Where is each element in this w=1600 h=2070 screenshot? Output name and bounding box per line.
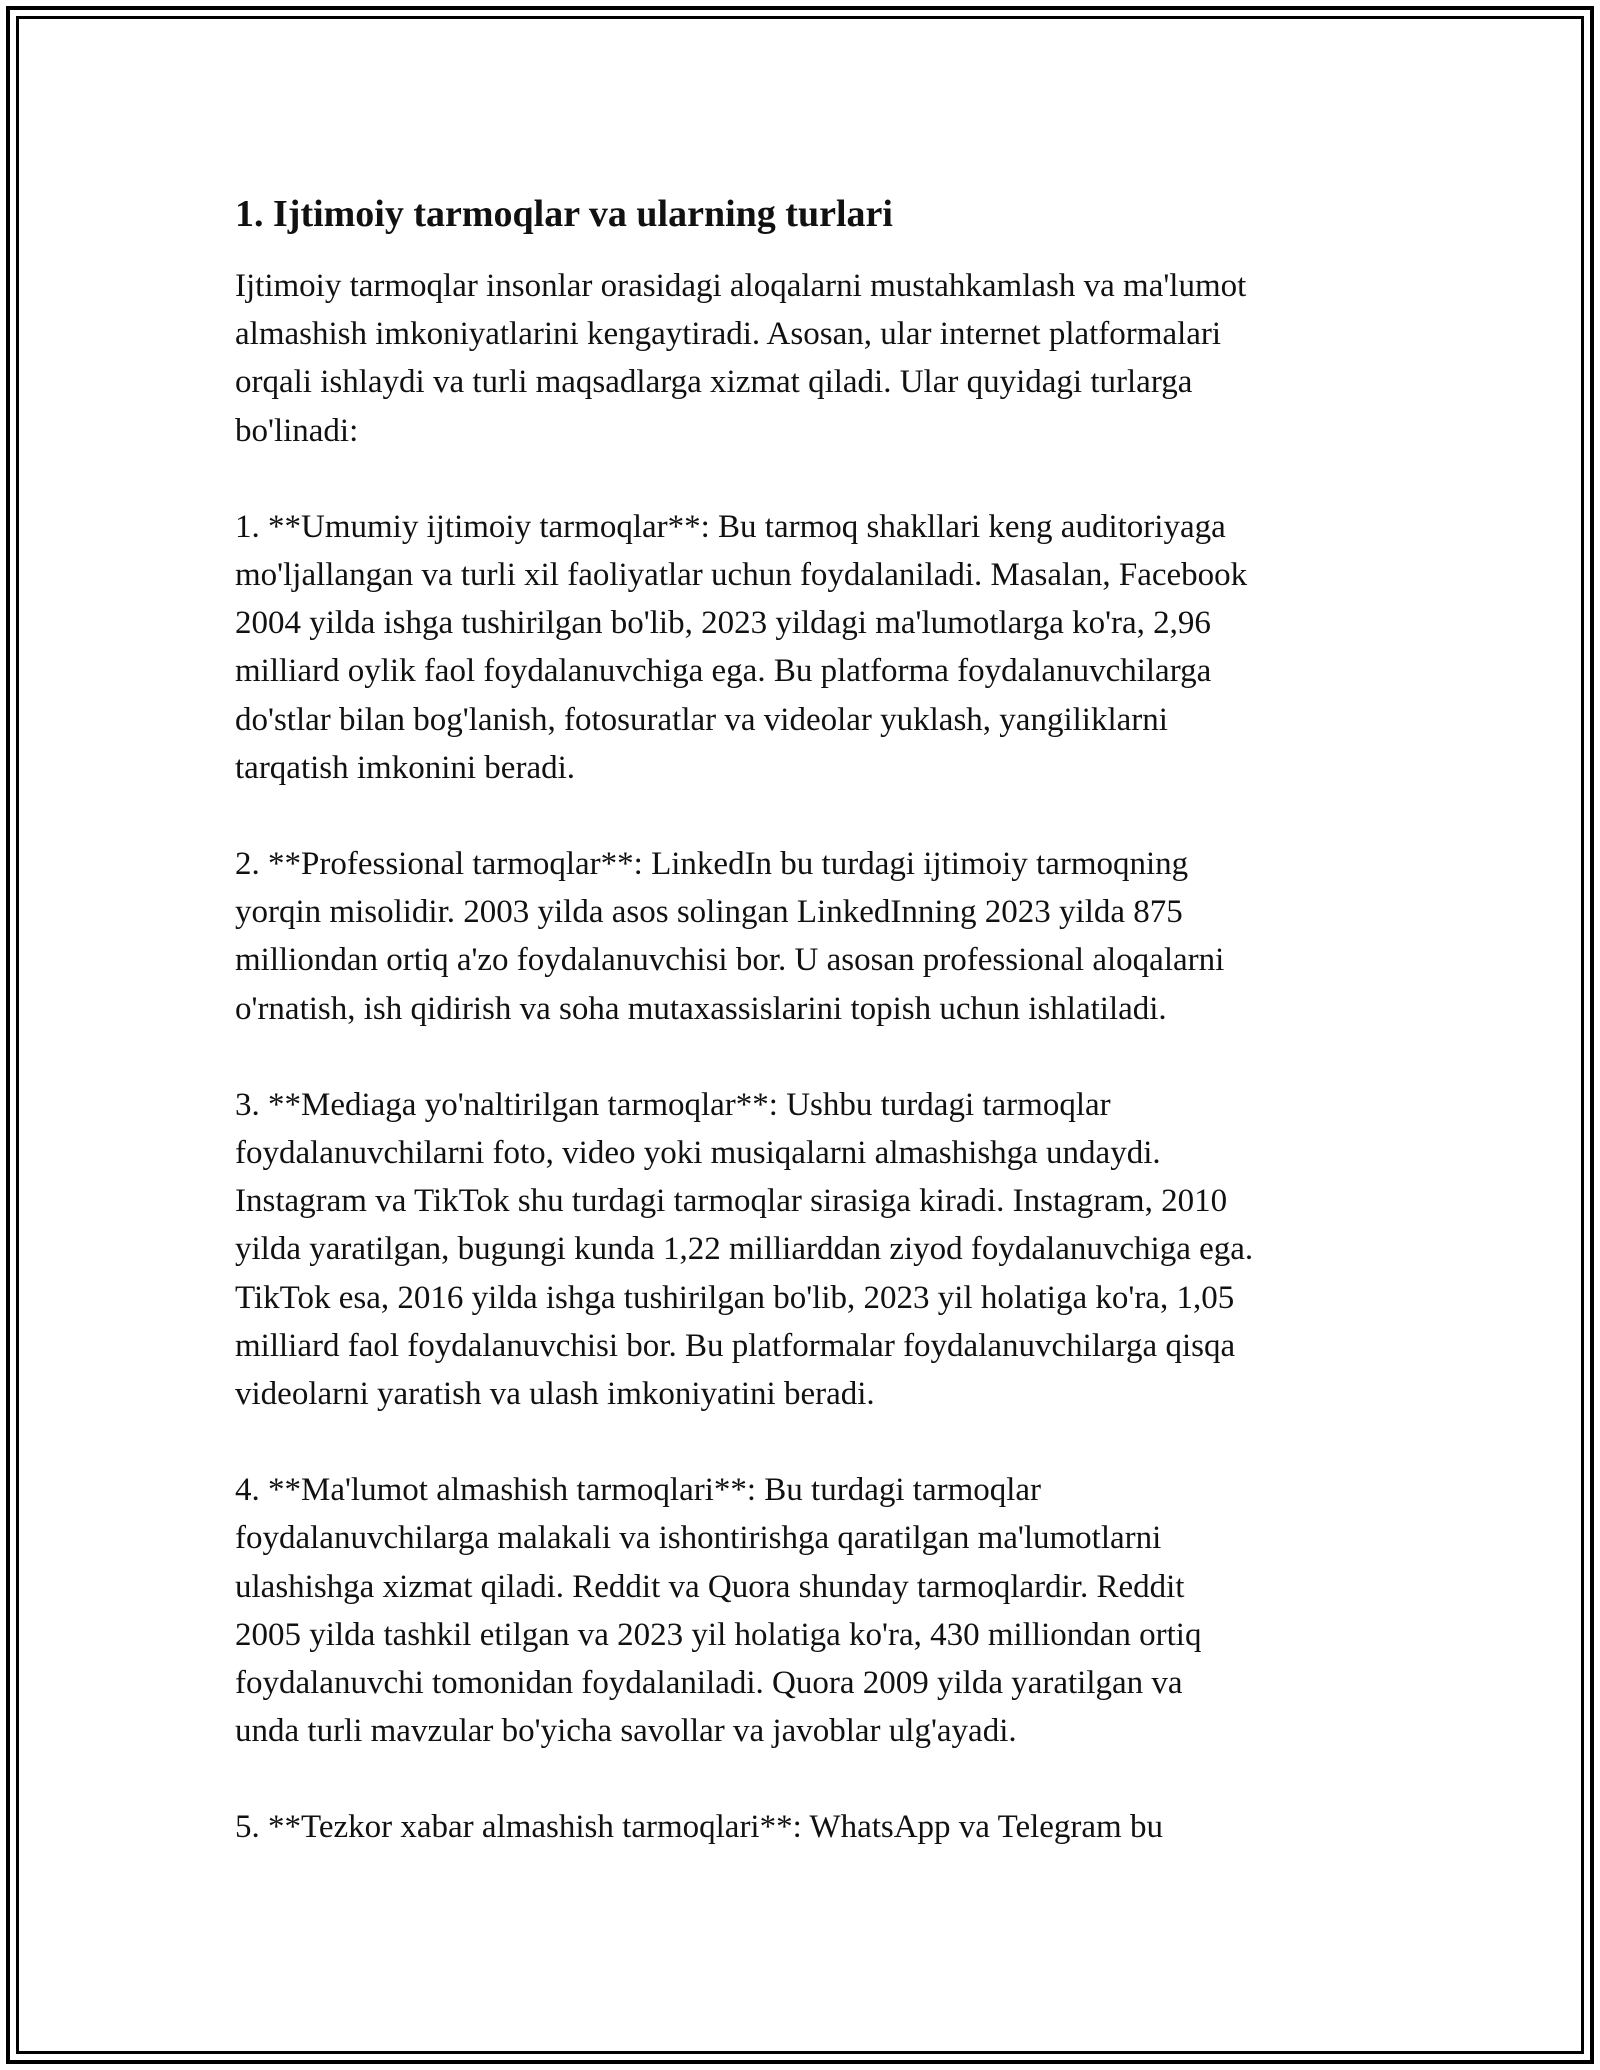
- paragraph-list: [235, 262, 1375, 1852]
- text-line: milliard oylik faol foydalanuvchiga ega. Bu platforma foydalanuvchilarga: [235, 653, 1212, 690]
- section-heading: 1. Ijtimoiy tarmoqlar va ularning turlari: [235, 193, 893, 235]
- text-line: unda turli mavzular bo'yicha savollar va javoblar ulg'ayadi.: [235, 1713, 1017, 1750]
- paragraph: [235, 503, 1375, 792]
- text-line: ulashishga xizmat qiladi. Reddit va Quora shunday tarmoqlardir. Reddit: [235, 1568, 1185, 1605]
- text-line: 5. **Tezkor xabar almashish tarmoqlari**: WhatsApp va Telegram bu: [235, 1809, 1163, 1846]
- paragraph: [235, 1803, 1375, 1851]
- text-line: 2. **Professional tarmoqlar**: LinkedIn bu turdagi ijtimoiy tarmoqning: [235, 846, 1189, 883]
- text-line: 3. **Mediaga yo'naltirilgan tarmoqlar**: Ushbu turdagi tarmoqlar: [235, 1086, 1111, 1123]
- text-line: mo'ljallangan va turli xil faoliyatlar uchun foydalaniladi. Masalan, Facebook: [235, 557, 1248, 594]
- text-line: almashish imkoniyatlarini kengaytiradi. Asosan, ular internet platformalari: [235, 316, 1222, 353]
- paragraph: [235, 1466, 1375, 1755]
- text-line: 2005 yilda tashkil etilgan va 2023 yil holatiga ko'ra, 430 milliondan ortiq: [235, 1616, 1202, 1653]
- text-line: bo'linadi:: [235, 412, 359, 449]
- text-line: yilda yaratilgan, bugungi kunda 1,22 milliarddan ziyod foydalanuvchiga ega.: [235, 1231, 1254, 1268]
- text-line: do'stlar bilan bog'lanish, fotosuratlar va videolar yuklash, yangiliklarni: [235, 701, 1168, 738]
- text-line: 4. **Ma'lumot almashish tarmoqlari**: Bu turdagi tarmoqlar: [235, 1472, 1042, 1509]
- text-line: milliard faol foydalanuvchisi bor. Bu platformalar foydalanuvchilarga qisqa: [235, 1327, 1236, 1364]
- document-body: [235, 188, 1375, 1852]
- paragraph: [235, 840, 1375, 1033]
- text-line: yorqin misolidir. 2003 yilda asos solingan LinkedInning 2023 yilda 875: [235, 894, 1183, 931]
- text-line: Ijtimoiy tarmoqlar insonlar orasidagi aloqalarni mustahkamlash va ma'lumot: [235, 268, 1247, 304]
- text-line: foydalanuvchilarga malakali va ishontirishga qaratilgan ma'lumotlarni: [235, 1520, 1162, 1557]
- text-line: tarqatish imkonini beradi.: [235, 749, 576, 786]
- text-line: foydalanuvchilarni foto, video yoki musiqalarni almashishga undaydi.: [235, 1135, 1161, 1172]
- text-line: TikTok esa, 2016 yilda ishga tushirilgan bo'lib, 2023 yil holatiga ko'ra, 1,05: [235, 1279, 1235, 1316]
- paragraph: [235, 262, 1375, 455]
- text-line: 2004 yilda ishga tushirilgan bo'lib, 2023 yildagi ma'lumotlarga ko'ra, 2,96: [235, 605, 1211, 642]
- text-line: foydalanuvchi tomonidan foydalaniladi. Quora 2009 yilda yaratilgan va: [235, 1665, 1183, 1702]
- text-line: orqali ishlaydi va turli maqsadlarga xizmat qiladi. Ular quyidagi turlarga: [235, 364, 1193, 401]
- text-line: videolarni yaratish va ulash imkoniyatini beradi.: [235, 1376, 875, 1413]
- text-line: o'rnatish, ish qidirish va soha mutaxassislarini topish uchun ishlatiladi.: [235, 990, 1167, 1027]
- paragraph: [235, 1081, 1375, 1418]
- text-line: Instagram va TikTok shu turdagi tarmoqlar sirasiga kiradi. Instagram, 2010: [235, 1183, 1228, 1220]
- text-line: 1. **Umumiy ijtimoiy tarmoqlar**: Bu tarmoq shakllari keng auditoriyaga: [235, 508, 1226, 545]
- text-line: milliondan ortiq a'zo foydalanuvchisi bor. U asosan professional aloqalarni: [235, 942, 1225, 979]
